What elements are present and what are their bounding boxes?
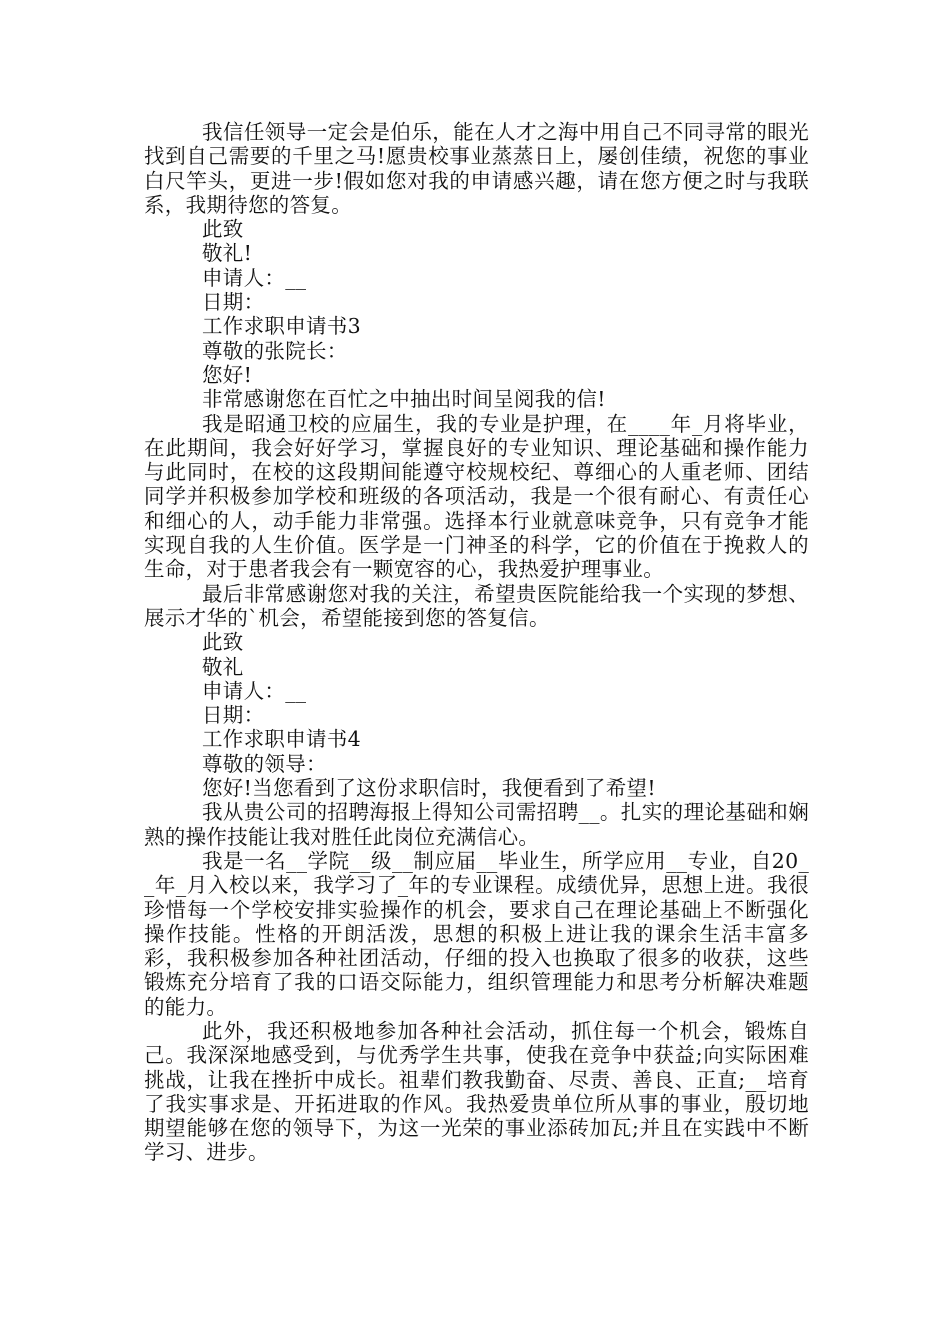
applicant-line: 申请人：__: [202, 265, 307, 290]
salutation: 尊敬的张院长：: [202, 338, 348, 363]
closing-cizhi: 此致: [202, 630, 244, 655]
document-body: [144, 120, 809, 1165]
paragraph-recruitment: 我从贵公司的招聘海报上得知公司需招聘__。扎实的理论基础和娴熟的操作技能让我对胜任此岗位充满信心。: [144, 800, 809, 849]
date-line: 日期：: [202, 290, 265, 315]
greeting: 您好!: [202, 362, 253, 387]
closing-jingli: 敬礼!: [202, 241, 253, 266]
paragraph-self-intro: 我是昭通卫校的应届生，我的专业是护理，在____年_月将毕业，在此期间，我会好好学习，掌握良好的专业知识、理论基础和操作能力与此同时，在校的这段期间能遵守校规校纪、尊细心的人重老师、团结同学并积极参加学校和班级的各项活动，我是一个很有耐心、有责任心和细心的人，动手能力非常强。选择本行业就意味竞争，只有竞争才能实现自我的人生价值。医学是一门神圣的科学，它的价值在于挽救人的生命，对于患者我会有一颗宽容的心，我热爱护理事业。: [144, 411, 809, 582]
date-line: 日期：: [202, 703, 265, 728]
salutation: 尊敬的领导：: [202, 751, 327, 776]
thanks-line: 非常感谢您在百忙之中抽出时间呈阅我的信!: [202, 387, 606, 412]
greeting: 您好!当您看到了这份求职信时，我便看到了希望!: [202, 776, 656, 801]
closing-jingli: 敬礼: [202, 654, 244, 679]
applicant-line: 申请人：__: [202, 678, 307, 703]
paragraph-education: 我是一名__学院__级__制应届__毕业生，所学应用__专业，自20__年_月入校以来，我学习了_年的专业课程。成绩优异，思想上进。我很珍惜每一个学校安排实验操作的机会，要求自己在理论基础上不断强化操作技能。性格的开朗活泼，思想的积极上进让我的课余生活丰富多彩，我积极参加各种社团活动，仔细的投入也换取了很多的收获，这些锻炼充分培育了我的口语交际能力，组织管理能力和思考分析解决难题的能力。: [144, 848, 809, 1019]
paragraph-closing-wish: 我信任领导一定会是伯乐，能在人才之海中用自己不同寻常的眼光找到自己需要的千里之马!愿贵校事业蒸蒸日上，屡创佳绩，祝您的事业白尺竿头，更进一步!假如您对我的申请感兴趣，请在您方便之时与我联系，我期待您的答复。: [144, 120, 809, 217]
section-title-4: 工作求职申请书4: [202, 727, 361, 752]
closing-cizhi: 此致: [202, 217, 244, 242]
section-title-3: 工作求职申请书3: [202, 314, 361, 339]
paragraph-final-thanks: 最后非常感谢您对我的关注，希望贵医院能给我一个实现的梦想、展示才华的`机会，希望能接到您的答复信。: [144, 581, 809, 630]
paragraph-activities: 此外，我还积极地参加各种社会活动，抓住每一个机会，锻炼自己。我深深地感受到，与优秀学生共事，使我在竞争中获益;向实际困难挑战，让我在挫折中成长。祖辈们教我勤奋、尽责、善良、正直;__培育了我实事求是、开拓进取的作风。我热爱贵单位所从事的事业，殷切地期望能够在您的领导下，为这一光荣的事业添砖加瓦;并且在实践中不断学习、进步。: [144, 1018, 809, 1165]
